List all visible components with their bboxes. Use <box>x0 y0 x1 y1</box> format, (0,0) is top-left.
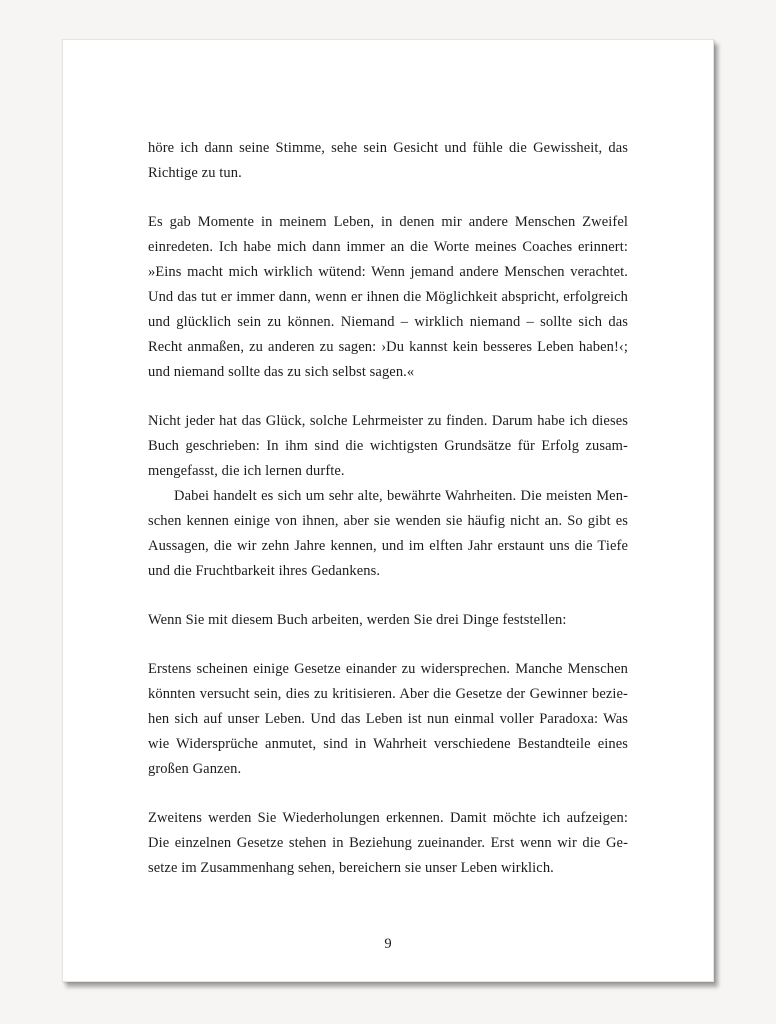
text-line: und glücklich sein zu können. Niemand – wirklich niemand – sollte sich das <box>148 314 628 330</box>
page-content <box>148 136 628 881</box>
paragraph <box>148 806 628 881</box>
paragraph <box>148 657 628 782</box>
text-line: Recht anmaßen, zu anderen zu sagen: ›Du kannst kein besseres Leben haben!‹; <box>148 339 628 355</box>
text-line: Wenn Sie mit diesem Buch arbeiten, werden Sie drei Dinge feststellen: <box>148 612 567 628</box>
text-line: Die einzelnen Gesetze stehen in Beziehung zueinander. Erst wenn wir die Ge- <box>148 835 628 851</box>
paragraph <box>148 409 628 484</box>
text-line: setze im Zusammenhang sehen, bereichern sie unser Leben wirklich. <box>148 860 554 876</box>
paragraph <box>148 608 628 633</box>
text-line: »Eins macht mich wirklich wütend: Wenn jemand andere Menschen verachtet. <box>148 264 628 280</box>
text-line: Nicht jeder hat das Glück, solche Lehrmeister zu finden. Darum habe ich dieses <box>148 413 628 429</box>
paragraph <box>148 136 628 186</box>
text-line: wie Widersprüche anmutet, sind in Wahrheit verschiedene Bestandteile eines <box>148 736 628 752</box>
paragraph <box>148 484 628 584</box>
text-line: Richtige zu tun. <box>148 165 242 181</box>
text-line: Und das tut er immer dann, wenn er ihnen die Möglichkeit abspricht, erfolgreich <box>148 289 628 305</box>
book-page <box>62 39 714 982</box>
text-line: schen kennen einige von ihnen, aber sie wenden sie häufig nicht an. So gibt es <box>148 513 628 529</box>
text-line: höre ich dann seine Stimme, sehe sein Gesicht und fühle die Gewissheit, das <box>148 140 628 156</box>
text-line: einredeten. Ich habe mich dann immer an die Worte meines Coaches erinnert: <box>148 239 628 255</box>
text-line: Erstens scheinen einige Gesetze einander zu widersprechen. Manche Menschen <box>148 661 628 677</box>
text-line: großen Ganzen. <box>148 761 242 777</box>
page-number: 9 <box>384 936 392 952</box>
text-line: könnten versucht sein, dies zu kritisieren. Aber die Gesetze der Gewinner bezie- <box>148 686 628 702</box>
text-line: Buch geschrieben: In ihm sind die wichtigsten Grundsätze für Erfolg zusam- <box>148 438 628 454</box>
text-line: Es gab Momente in meinem Leben, in denen mir andere Menschen Zweifel <box>148 214 628 230</box>
text-line: und die Fruchtbarkeit ihres Gedankens. <box>148 563 381 579</box>
text-line: hen sich auf unser Leben. Und das Leben ist nun einmal voller Paradoxa: Was <box>148 711 628 727</box>
text-line: Zweitens werden Sie Wiederholungen erkennen. Damit möchte ich aufzeigen: <box>148 810 628 826</box>
text-line: und niemand sollte das zu sich selbst sagen.« <box>148 364 415 380</box>
paragraph <box>148 210 628 385</box>
text-line: Aussagen, die wir zehn Jahre kennen, und im elften Jahr erstaunt uns die Tiefe <box>148 538 628 554</box>
text-line: mengefasst, die ich lernen durfte. <box>148 463 345 479</box>
text-line: Dabei handelt es sich um sehr alte, bewährte Wahrheiten. Die meisten Men- <box>174 488 628 504</box>
